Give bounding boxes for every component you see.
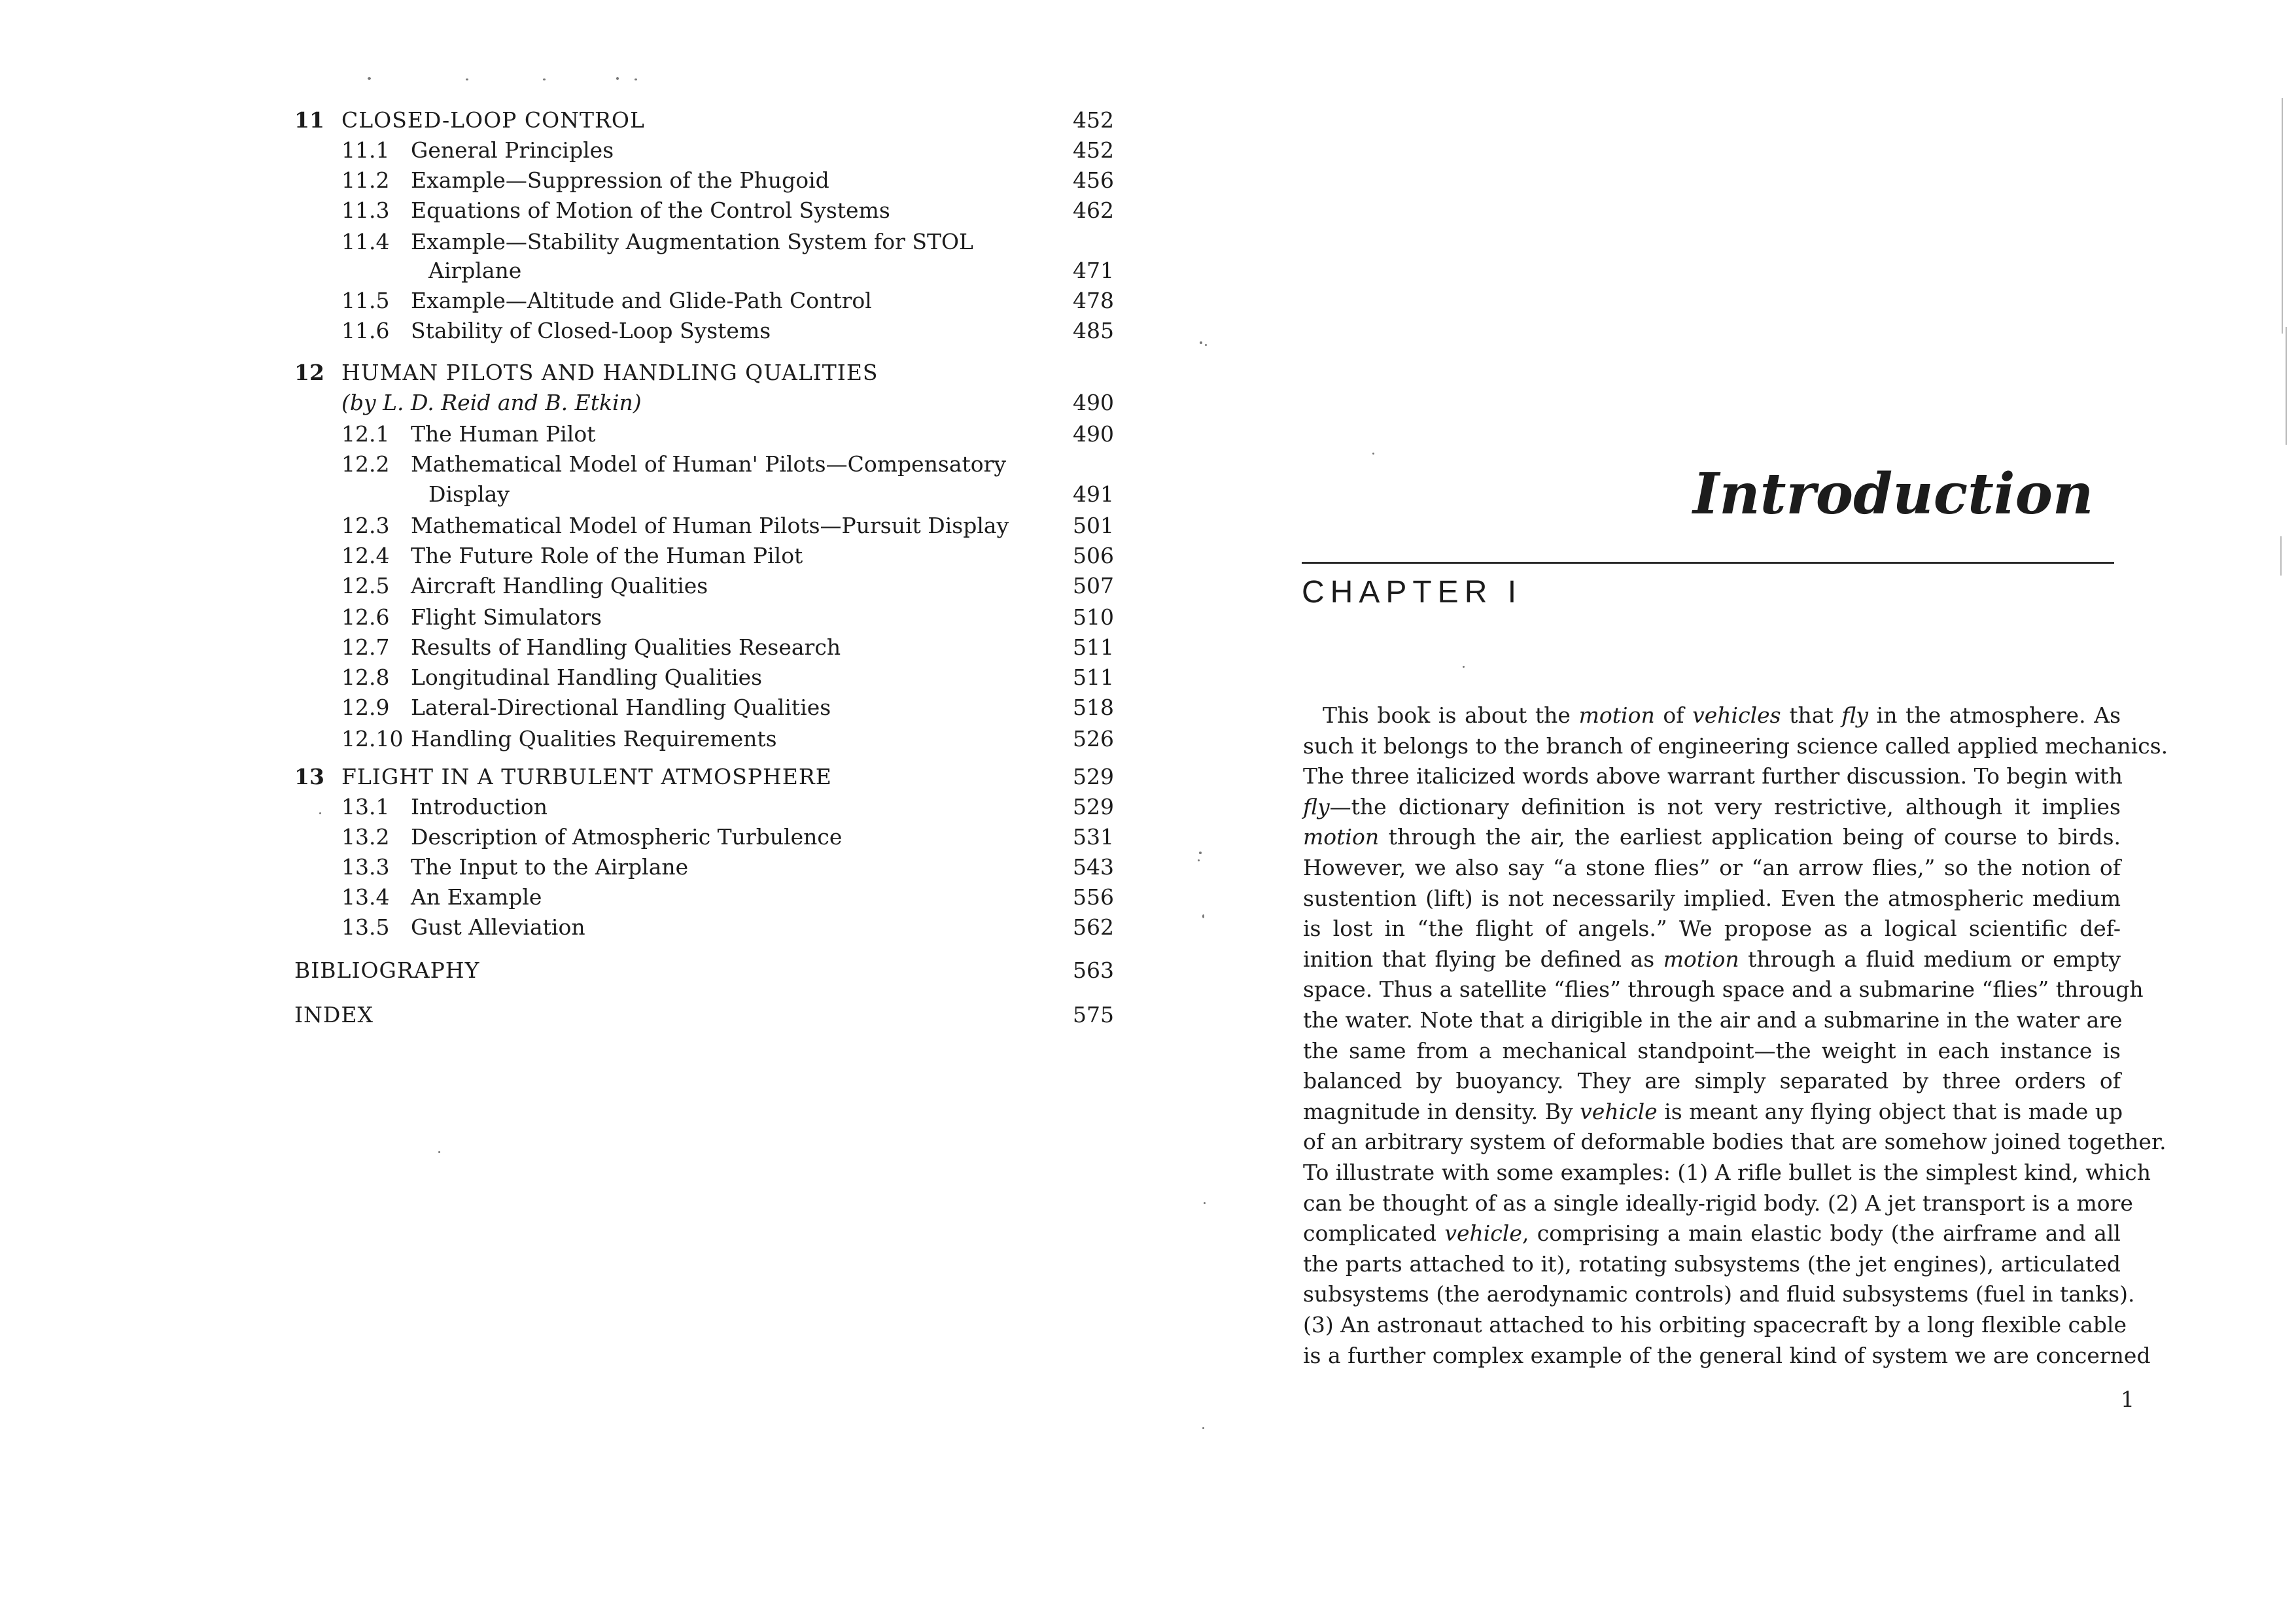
toc-number: 12.6 [341,604,390,630]
toc-title: The Human Pilot [411,421,596,447]
chapter-title: Introduction [1693,461,2094,527]
toc-section-row [0,913,1148,944]
toc-number: 12 [294,360,324,385]
scan-speck [319,812,321,814]
toc-title: Mathematical Model of Human' Pilots—Compensatory [411,451,1007,477]
scan-speck [1199,852,1202,854]
scan-speck [438,1151,440,1153]
toc-title: Airplane [428,258,522,283]
body-text-line: subsystems (the aerodynamic controls) and fluid subsystems (fuel in tanks). [1303,1281,2135,1307]
toc-section-row [0,793,1148,824]
toc-backmatter-row [0,1001,1148,1032]
toc-section-row [0,420,1148,451]
scan-speck [616,77,619,80]
toc-page-number: 529 [1073,764,1114,789]
toc-page-number: 490 [1073,421,1114,447]
toc-title: Handling Qualities Requirements [411,726,777,751]
toc-number: 13.2 [341,824,390,850]
toc-section-row [0,196,1148,228]
toc-number: 11.4 [341,229,390,254]
toc-page-number: 562 [1073,914,1114,940]
toc-section-row [0,823,1148,854]
toc-page-number: 507 [1073,573,1114,598]
toc-number: 13 [294,764,324,789]
toc-section-row [0,286,1148,318]
toc-title: Example—Suppression of the Phugoid [411,167,829,193]
toc-page-number: 456 [1073,167,1114,193]
toc-number: 11.3 [341,198,390,223]
scan-speck [1198,859,1200,861]
body-text-line: the parts attached to it), rotating subsystems (the jet engines), articulated [1303,1251,2121,1277]
toc-page-number: 511 [1073,664,1114,690]
toc-section-row [0,511,1148,543]
toc-number: 12.8 [341,664,390,690]
toc-title: HUMAN PILOTS AND HANDLING QUALITIES [341,360,878,385]
toc-number: 12.3 [341,513,390,538]
body-text-line: The three italicized words above warrant further discussion. To begin with [1303,763,2123,789]
toc-page-number: 510 [1073,604,1114,630]
scan-speck [466,78,468,80]
toc-chapter-row [0,106,1148,137]
toc-section-row [0,542,1148,573]
body-text-line: the same from a mechanical standpoint—the weight in each instance is [1303,1038,2121,1063]
toc-title: The Input to the Airplane [411,854,689,880]
toc-title: Mathematical Model of Human Pilots—Pursuit Display [411,513,1009,538]
toc-title: FLIGHT IN A TURBULENT ATMOSPHERE [341,764,832,789]
toc-number: 12.1 [341,421,390,447]
toc-section-row [0,228,1148,259]
toc-page-number: 575 [1073,1002,1114,1027]
chapter-label: CHAPTER I [1302,575,1523,610]
toc-page-number: 531 [1073,824,1114,850]
toc-title: Flight Simulators [411,604,602,630]
toc-title: Description of Atmospheric Turbulence [411,824,843,850]
body-text-line: To illustrate with some examples: (1) A rifle bullet is the simplest kind, which [1303,1160,2151,1185]
scan-edge-line [2280,536,2282,576]
toc-title: Longitudinal Handling Qualities [411,664,763,690]
toc-section-row [0,883,1148,914]
toc-number: 13.5 [341,914,390,940]
scan-speck [368,77,371,80]
toc-number: 12.2 [341,451,390,477]
toc-chapter-row [0,358,1148,390]
body-text-line: However, we also say “a stone flies” or “an arrow flies,” so the notion of [1303,855,2121,880]
body-text-line: balanced by buoyancy. They are simply separated by three orders of [1303,1068,2121,1094]
body-text-line: inition that flying be defined as motion through a fluid medium or empty [1303,946,2121,972]
body-text-line: This book is about the motion of vehicles that fly in the atmosphere. As [1323,702,2121,728]
toc-title: Introduction [411,794,548,820]
page-number: 1 [2121,1387,2134,1412]
toc-section-row [0,388,1148,420]
toc-number: 11.2 [341,167,390,193]
toc-section-row [0,450,1148,481]
scan-speck [1200,341,1202,344]
scan-speck [1202,1427,1204,1429]
toc-page-number: 563 [1073,958,1114,983]
toc-title: (by L. D. Reid and B. Etkin) [341,390,642,415]
toc-page-number: 478 [1073,288,1114,313]
toc-section-row [0,633,1148,664]
toc-page-number: 471 [1073,258,1114,283]
toc-page-number: 491 [1073,481,1114,507]
toc-page-number: 556 [1073,884,1114,910]
toc-page-number: 485 [1073,318,1114,343]
toc-page-number: 511 [1073,634,1114,660]
toc-title: Example—Stability Augmentation System for STOL [411,229,973,254]
toc-section-row [0,317,1148,348]
scan-edge-line [2282,98,2283,334]
toc-page-number: 452 [1073,107,1114,133]
toc-page-number: 462 [1073,198,1114,223]
toc-number: 12.7 [341,634,390,660]
body-text-line: motion through the air, the earliest application being of course to birds. [1303,824,2121,850]
body-text-line: (3) An astronaut attached to his orbiting spacecraft by a long flexible cable [1303,1312,2127,1337]
scan-speck [1205,344,1207,346]
body-text-line: such it belongs to the branch of engineering science called applied mechanics. [1303,733,2168,759]
toc-section-row [0,853,1148,884]
toc-title: Aircraft Handling Qualities [411,573,708,598]
toc-title: Example—Altitude and Glide-Path Control [411,288,872,313]
toc-page-number: 543 [1073,854,1114,880]
toc-title: The Future Role of the Human Pilot [411,543,803,568]
toc-backmatter-row [0,956,1148,988]
toc-title: Gust Alleviation [411,914,585,940]
toc-title: Lateral-Directional Handling Qualities [411,695,831,720]
toc-section-row [0,166,1148,198]
toc-section-row [0,693,1148,725]
toc-section-row [0,725,1148,756]
toc-number: 11.5 [341,288,390,313]
toc-page-number: 526 [1073,726,1114,751]
toc-number: 11 [294,107,324,133]
toc-number: 12.9 [341,695,390,720]
body-text-line: can be thought of as a single ideally-rigid body. (2) A jet transport is a more [1303,1190,2133,1216]
toc-title: CLOSED-LOOP CONTROL [341,107,645,133]
toc-title: Stability of Closed-Loop Systems [411,318,771,343]
body-text-line: the water. Note that a dirigible in the air and a submarine in the water are [1303,1007,2123,1033]
scan-speck [635,78,637,80]
toc-number: 11.6 [341,318,390,343]
toc-page-number: 529 [1073,794,1114,820]
toc-title: An Example [411,884,542,910]
toc-page-number: 506 [1073,543,1114,568]
scan-edge-line [2286,327,2287,445]
body-text-line: of an arbitrary system of deformable bodies that are somehow joined together. [1303,1129,2166,1154]
body-text-line: complicated vehicle, comprising a main elastic body (the airframe and all [1303,1220,2121,1246]
toc-section-row [0,603,1148,634]
toc-number: 13.3 [341,854,390,880]
body-text-line: is a further complex example of the general kind of system we are concerned [1303,1343,2151,1368]
toc-section-row [0,480,1148,511]
body-text-line: fly—the dictionary definition is not very restrictive, although it implies [1303,794,2121,820]
toc-section-row [0,663,1148,695]
body-text-line: is lost in “the flight of angels.” We propose as a logical scientific def- [1303,916,2121,941]
toc-page-number: 452 [1073,137,1114,163]
toc-title: BIBLIOGRAPHY [294,958,480,983]
toc-page-number: 501 [1073,513,1114,538]
toc-number: 13.1 [341,794,390,820]
body-text-line: space. Thus a satellite “flies” through space and a submarine “flies” through [1303,976,2144,1002]
toc-title: General Principles [411,137,614,163]
scan-speck [1202,914,1204,918]
scan-speck [1204,1202,1206,1204]
toc-number: 12.10 [341,726,404,751]
scan-speck [1372,453,1374,455]
toc-title: Results of Handling Qualities Research [411,634,841,660]
scan-speck [543,78,546,80]
toc-number: 12.4 [341,543,390,568]
chapter-rule [1302,562,2114,564]
toc-section-row [0,256,1148,288]
toc-title: Equations of Motion of the Control Systems [411,198,890,223]
toc-section-row [0,136,1148,167]
scan-speck [1463,666,1465,668]
body-text-line: magnitude in density. By vehicle is meant any flying object that is made up [1303,1099,2123,1124]
toc-page-number: 490 [1073,390,1114,415]
toc-section-row [0,572,1148,603]
toc-chapter-row [0,763,1148,794]
toc-title: INDEX [294,1002,374,1027]
toc-number: 11.1 [341,137,390,163]
toc-title: Display [428,481,510,507]
toc-number: 12.5 [341,573,390,598]
toc-number: 13.4 [341,884,390,910]
toc-page-number: 518 [1073,695,1114,720]
body-text-line: sustention (lift) is not necessarily implied. Even the atmospheric medium [1303,886,2121,911]
